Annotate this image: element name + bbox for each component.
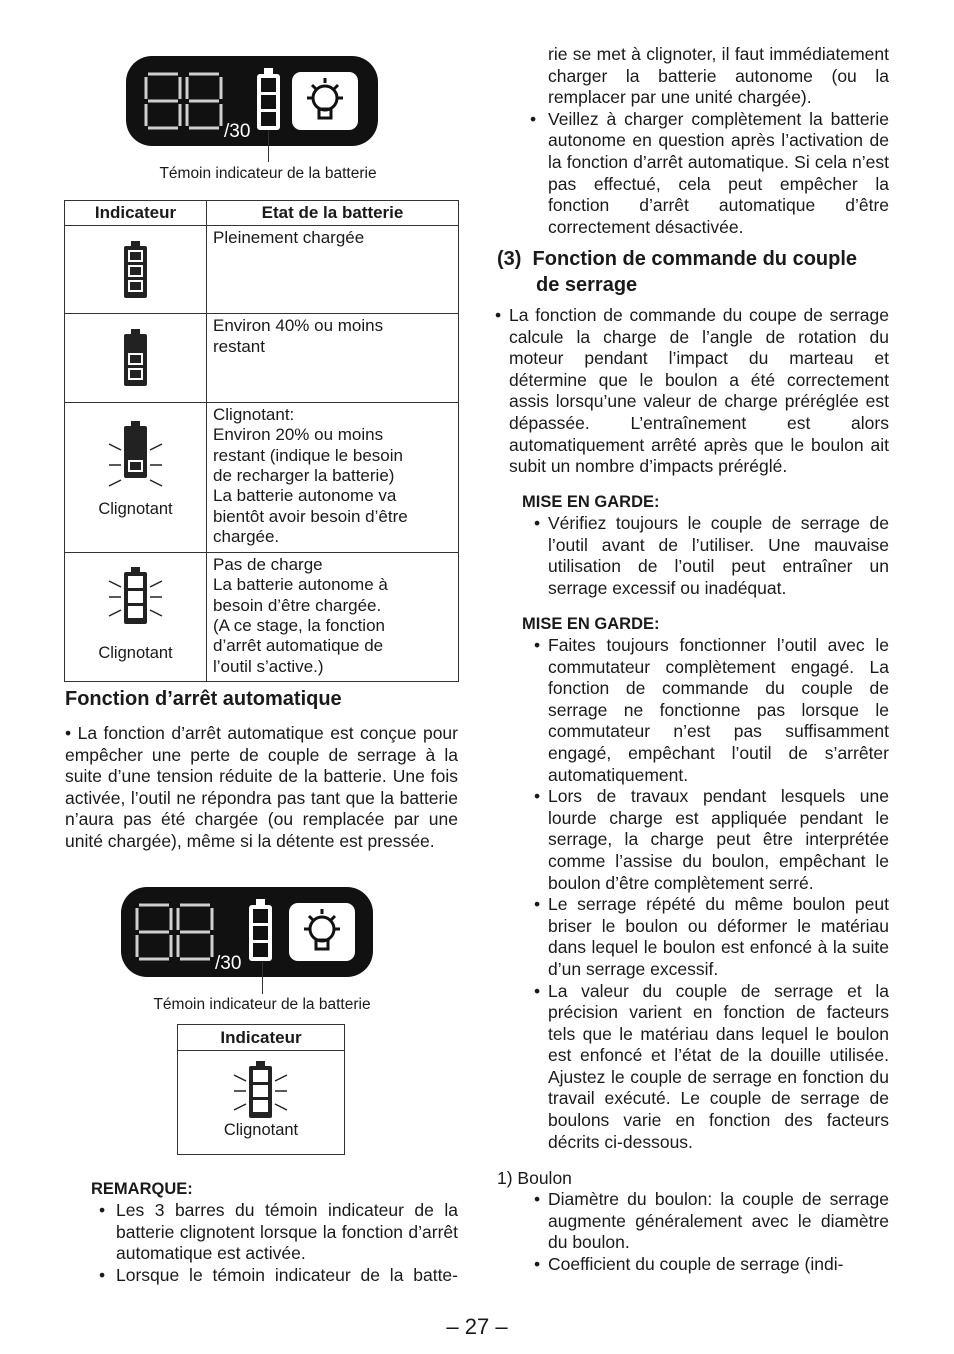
warning-1-title: MISE EN GARDE:: [522, 493, 660, 511]
state-cell: Environ 40% ou moins restant: [207, 314, 459, 402]
list-item: • Les 3 barres du témoin indicateur de la batterie clignotent lorsque la fonction d’arrêt automatique est activée.: [99, 1200, 458, 1264]
warning-1-list: [534, 513, 889, 599]
lamp-icon: [292, 72, 358, 130]
list-item: • Veillez à charger complètement la batterie autonome en question après l’activation de la fonction d’arrêt automatique. Si cela n’est pas effectué, cela peut empêcher la fonction d’arrêt automatique d’être correctement désactivée.: [530, 108, 889, 237]
indicator-cell: [65, 402, 207, 552]
display-suffix: /30: [224, 121, 251, 142]
battery-icon: [257, 68, 280, 130]
state-cell: Pas de charge La batterie autonome à besoin d’être chargée. (A ce stage, la fonction d’arrêt automatique de l’outil s’active.): [207, 552, 459, 681]
lamp-icon: [289, 903, 355, 961]
remarque-title: REMARQUE:: [91, 1180, 193, 1198]
warning-2-list: [534, 635, 889, 1153]
battery-status-table: [64, 200, 459, 682]
state-cell: Clignotant: Environ 20% ou moins restant (indique le besoin de recharger la batterie) La batterie autonome va bientôt avoir besoin d’être chargée.: [207, 402, 459, 552]
indicator-cell: [65, 226, 207, 314]
lcd-display-2: [121, 887, 373, 977]
remarque-list: [99, 1200, 458, 1286]
state-cell: Pleinement chargée: [207, 226, 459, 314]
indicator-pointer-line: [268, 130, 269, 162]
battery-icon: [249, 899, 272, 961]
section-3-list: [495, 305, 889, 478]
list-item: • La fonction de commande du coupe de serrage calcule la charge de l’angle de rotation du moteur pendant l’impact du marteau et détermine que le boulon a été correctement assis lorsqu’une valeur de charge préréglée est dépassée. L’entraînement est alors automatiquement arrêté après que le boulon ait subit un nombre d’impacts préréglé.: [495, 305, 889, 477]
figure-1-caption: Témoin indicateur de la batterie: [159, 165, 377, 182]
table-header-state: Etat de la batterie: [207, 201, 459, 226]
battery-empty-blinking-icon: [178, 1051, 344, 1121]
list-item: • Lors de travaux pendant lesquels une lourde charge est appliquée pendant le serrage, la charge peut être interprétée comme l’assise du boulon, empêchant le boulon d’être complètement serré.: [534, 786, 889, 893]
table-header-indicator: Indicateur: [65, 201, 207, 226]
warning-2-title: MISE EN GARDE:: [522, 615, 660, 633]
battery-one-bar-blinking-icon: [65, 413, 206, 503]
right-top-list: [530, 44, 889, 238]
list-item: • Coefficient du couple de serrage (indi-: [534, 1253, 844, 1274]
list-item: • La valeur du couple de serrage et la précision varient en fonction de facteurs tels que le matériau dans lequel le boulon est enfoncé et l’état de la douille utilisée. Ajustez le couple de serrage en fonction du travail exécuté. Le couple de serrage de boulons varie en fonction des facteurs décrits ci-dessous.: [534, 980, 889, 1152]
indicator-pointer-line: [262, 962, 263, 994]
display-suffix: /30: [215, 953, 242, 974]
boulon-title: 1) Boulon: [497, 1168, 572, 1188]
indicator-cell: [65, 314, 207, 402]
boulon-list: [534, 1189, 889, 1275]
battery-empty-blinking-icon: [65, 563, 206, 635]
lcd-display-1: [126, 56, 378, 146]
battery-two-bars-icon: [65, 314, 206, 396]
page-number: – 27 –: [446, 1314, 508, 1339]
auto-stop-paragraph: • La fonction d’arrêt automatique est conçue pour empêcher une perte de couple de serrage à la suite d’une tension réduite de la batterie. Une fois activée, l’outil ne répondra pas tant que la batterie n’aura pas été chargée (ou remplacée par une unité chargée), même si la détente est pressée.: [65, 723, 458, 851]
battery-full-icon: [65, 226, 206, 308]
indicator-table-2: [177, 1024, 345, 1155]
blinking-label: Clignotant: [223, 1121, 299, 1139]
section-3-title: (3) Fonction de commande du couple de serrage: [497, 248, 858, 296]
section-title-auto-stop: Fonction d’arrêt automatique: [65, 688, 342, 710]
list-item: • Vérifiez toujours le couple de serrage de l’outil avant de l’utiliser. Une mauvaise utilisation de l’outil peut entraîner un serrage excessif ou inadéquat.: [534, 513, 889, 598]
table-2-header: Indicateur: [178, 1025, 344, 1051]
list-item: • Faites toujours fonctionner l’outil avec le commutateur complètement engagé. La fonction de commande du couple de serrage ne fonctionne pas lorsque le commutateur n’est pas suffisamment engagé, empêchant l’outil de s’arrêter automatiquement.: [534, 635, 889, 785]
battery-display-figure-2: [121, 887, 373, 977]
list-item: • Lorsque le témoin indicateur de la batte-: [99, 1264, 458, 1285]
list-item: rie se met à clignoter, il faut immédiatement charger la batterie autonome (ou la remplacer par une unité chargée).: [548, 44, 889, 108]
list-item: • Diamètre du boulon: la couple de serrage augmente généralement avec le diamètre du boulon.: [534, 1189, 889, 1253]
indicator-cell: [65, 552, 207, 681]
figure-2-caption: Témoin indicateur de la batterie: [153, 996, 371, 1013]
blinking-label: Clignotant: [98, 643, 173, 662]
list-item: • Le serrage répété du même boulon peut briser le boulon ou déformer le matériau dans lequel le boulon est enfoncé à la suite d’un serrage excessif.: [534, 894, 889, 979]
battery-display-figure-1: [126, 56, 378, 146]
blinking-label: Clignotant: [98, 499, 173, 518]
